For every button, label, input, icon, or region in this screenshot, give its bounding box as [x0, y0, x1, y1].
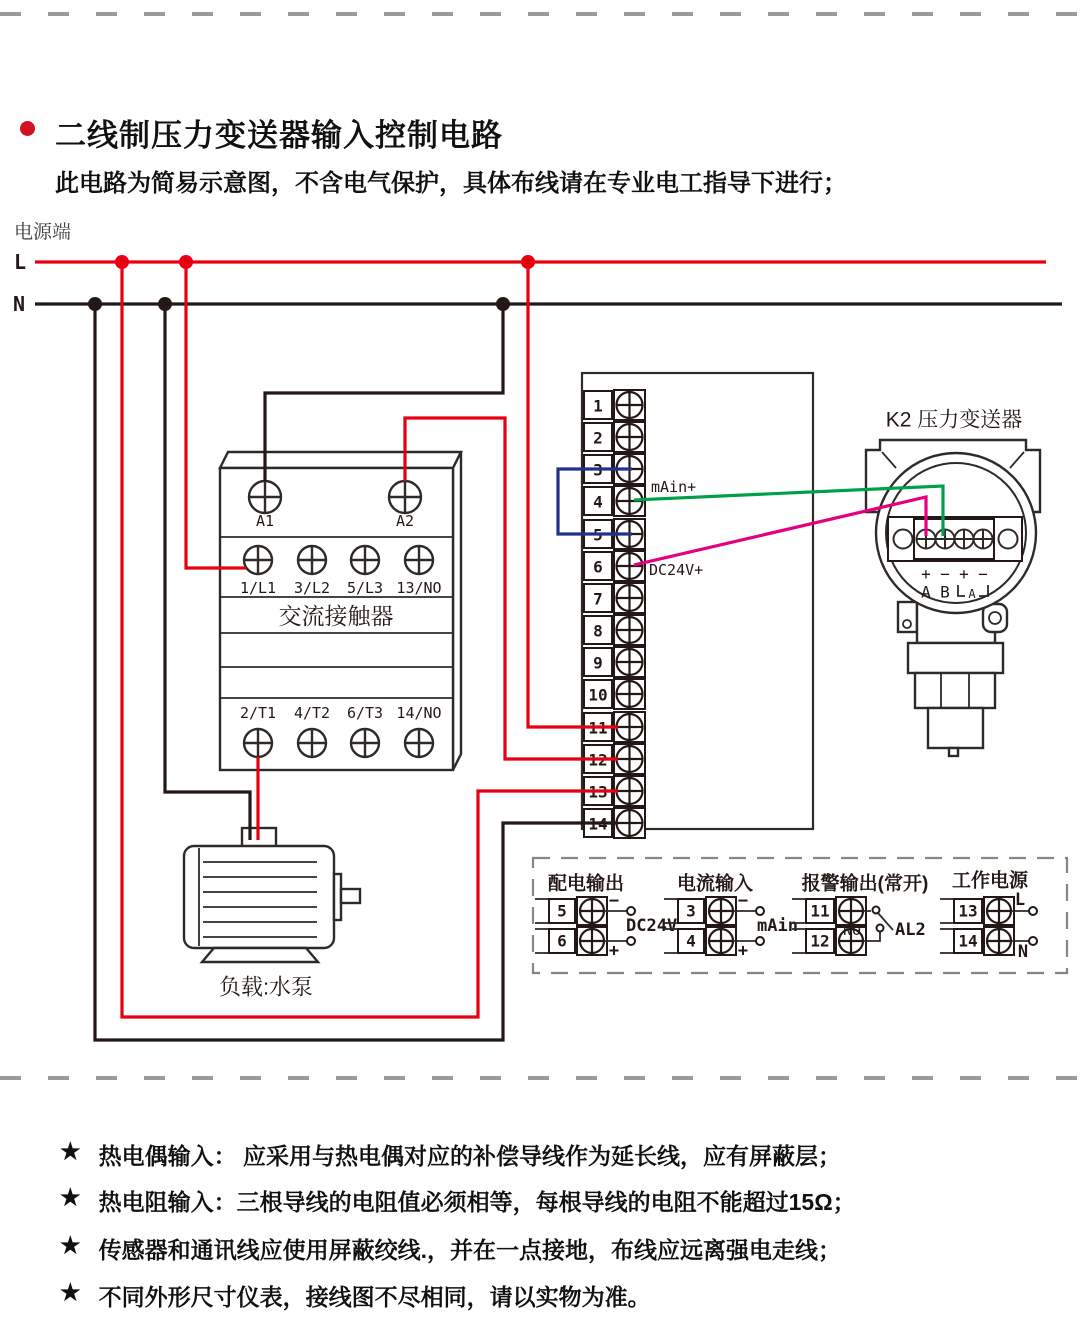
panel-terminal-number: 13 [958, 901, 978, 921]
star-icon: ★ [60, 1232, 81, 1258]
neutral-bus-label: N [13, 292, 26, 316]
screw-icon [244, 546, 272, 574]
terminal-number: 9 [593, 653, 603, 673]
out-terminal-label: 2/T1 [239, 704, 277, 722]
panel-terminal-number: 11 [810, 901, 830, 921]
polarity-label: + [959, 564, 969, 584]
dc24v-label: DC24V [626, 916, 678, 936]
terminal-a-label: A [921, 582, 931, 602]
page-title: 二线制压力变送器输入控制电路 [55, 118, 503, 153]
terminal-number: 6 [593, 557, 603, 577]
contactor-side-face [453, 452, 461, 770]
panel-group-current-input [664, 872, 798, 962]
page-subtitle: 此电路为简易示意图，不含电气保护，具体布线请在专业电工指导下进行； [55, 170, 847, 197]
contactor-top-face [220, 452, 461, 468]
panel-terminal-number: 4 [686, 931, 696, 951]
mount-hole-icon [999, 530, 1018, 549]
screw-icon [617, 681, 643, 707]
group-title: 工作电源 [951, 870, 1029, 892]
polarity-label: − [978, 564, 988, 584]
neutral-sign-label: N [1017, 942, 1029, 962]
panel-terminal-number: 5 [557, 901, 567, 921]
screw-icon [987, 899, 1011, 923]
power-section-label: 电源端 [14, 222, 72, 243]
screw-icon [709, 899, 733, 923]
in-terminal-label: 3/L2 [293, 579, 331, 597]
sign-label: + [737, 941, 749, 961]
terminal-row [584, 615, 645, 645]
terminal-number: 1 [593, 396, 603, 416]
terminal-row [584, 679, 645, 709]
screw-icon [244, 729, 272, 757]
terminal-number: 11 [588, 718, 608, 738]
screw-icon [974, 530, 993, 549]
terminal-b-label: B [940, 582, 950, 602]
panel-terminal-number: 14 [958, 931, 978, 951]
screw-icon [351, 546, 379, 574]
terminal-number: 13 [588, 782, 608, 802]
contactor [220, 452, 461, 770]
no-label: NO [843, 921, 862, 939]
bracket-a-label: A [968, 587, 976, 601]
screw-icon [617, 810, 643, 836]
panel-group-working-power [940, 869, 1037, 963]
screw-icon [617, 778, 643, 804]
sign-label: − [608, 891, 620, 911]
detail-panel [533, 858, 1067, 973]
panel-terminal-number: 12 [810, 931, 830, 951]
screw-icon [987, 929, 1011, 953]
junction-dot [88, 297, 102, 311]
junction-dot [158, 297, 172, 311]
out-terminal-label: 6/T3 [346, 704, 384, 722]
terminal-number: 14 [588, 814, 608, 834]
junction-dot [115, 255, 129, 269]
screw-icon [580, 899, 604, 923]
screw-icon [351, 729, 379, 757]
screw-icon [617, 424, 643, 450]
group-title: 报警输出(常开) [801, 873, 929, 895]
screw-icon [617, 714, 643, 740]
screw-icon [249, 481, 281, 513]
terminal-number: 2 [593, 428, 603, 448]
panel-terminal-number: 3 [686, 901, 696, 921]
group-title: 电流输入 [676, 873, 754, 895]
star-icon: ★ [60, 1279, 81, 1305]
polarity-label: + [921, 564, 931, 584]
pressure-transmitter [866, 409, 1040, 757]
junction-dot [179, 255, 193, 269]
screw-icon [389, 481, 421, 513]
screw-icon [298, 729, 326, 757]
screw-icon [936, 530, 955, 549]
terminal-number: 3 [593, 460, 603, 480]
live-sign-label: L [1014, 890, 1026, 910]
note-1 [60, 1138, 841, 1171]
terminal-row [584, 647, 645, 677]
screw-icon [580, 929, 604, 953]
in-terminal-label: 13/NO [396, 579, 442, 597]
load-label: 负载:水泵 [218, 974, 314, 1000]
al2-label: AL2 [895, 920, 926, 940]
terminal-number: 5 [593, 525, 603, 545]
terminal-number: 7 [593, 589, 603, 609]
mount-hole-icon [894, 530, 913, 549]
terminal-row [584, 422, 645, 452]
note-2 [60, 1184, 856, 1217]
panel-group-power-output [535, 872, 677, 962]
coil-a1-label: A1 [255, 512, 275, 530]
transmitter-stem [928, 708, 983, 748]
screw-icon [617, 617, 643, 643]
transmitter-hex [915, 673, 995, 708]
junction-dot [521, 255, 535, 269]
note-text: 不同外形尺寸仪表，接线图不尽相同，请以实物为准。 [98, 1284, 651, 1310]
note-text: 传感器和通讯线应使用屏蔽绞线.，并在一点接地，布线应远离强电走线； [98, 1237, 842, 1263]
sign-label: + [608, 941, 620, 961]
motor-shaft [341, 889, 360, 903]
note-4 [60, 1279, 651, 1312]
out-terminal-label: 4/T2 [293, 704, 331, 722]
in-terminal-label: 1/L1 [239, 579, 277, 597]
transmitter-tip [949, 748, 958, 756]
screw-icon [617, 649, 643, 675]
panel-group-alarm-output [792, 872, 928, 956]
terminal-number: 12 [588, 750, 608, 770]
dc24v-plus-label: DC24V+ [649, 561, 704, 579]
panel-terminal-number: 6 [557, 931, 567, 951]
screw-icon [617, 553, 643, 579]
in-terminal-label: 5/L3 [346, 579, 384, 597]
group-title: 配电输出 [547, 873, 625, 895]
screw-icon [298, 546, 326, 574]
screw-icon [405, 546, 433, 574]
note-text: 热电阻输入：三根导线的电阻值必须相等，每根导线的电阻不能超过15Ω； [98, 1189, 856, 1215]
note-text: 热电偶输入： 应采用与热电偶对应的补偿导线作为延长线，应有屏蔽层； [98, 1143, 842, 1169]
star-icon: ★ [60, 1184, 81, 1210]
sign-label: − [737, 891, 749, 911]
junction-dot [496, 297, 510, 311]
out-terminal-label: 14/NO [396, 704, 442, 722]
transmitter-title: K2 压力变送器 [885, 408, 1023, 432]
motor [184, 828, 360, 1000]
terminal-number: 4 [593, 492, 603, 512]
screw-icon [617, 746, 643, 772]
screw-icon [405, 729, 433, 757]
main-plus-label: mAin+ [651, 478, 697, 496]
motor-base [202, 948, 318, 962]
screw-icon [709, 929, 733, 953]
polarity-label: − [940, 564, 950, 584]
star-icon: ★ [60, 1138, 81, 1164]
terminal-row [584, 583, 645, 613]
note-3 [60, 1232, 841, 1265]
terminal-row [584, 390, 645, 420]
screw-icon [617, 392, 643, 418]
transmitter-flange [908, 643, 1003, 673]
terminal-number: 10 [588, 685, 608, 705]
terminal-number: 8 [593, 621, 603, 641]
contactor-name: 交流接触器 [278, 603, 394, 629]
main-label: mAin [757, 916, 798, 936]
coil-a2-label: A2 [395, 512, 415, 530]
screw-icon [617, 585, 643, 611]
screw-icon [955, 530, 974, 549]
live-bus-label: L [14, 250, 27, 274]
screw-icon [839, 899, 863, 923]
